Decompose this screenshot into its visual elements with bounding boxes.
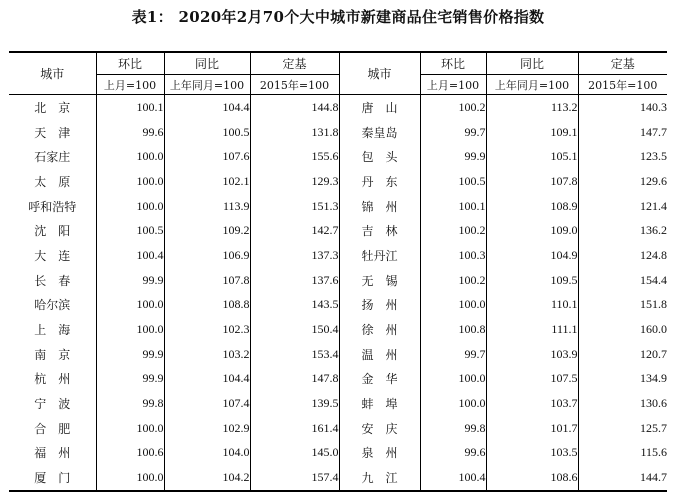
base-cell-right: 140.3 (578, 95, 667, 120)
table-body (9, 95, 667, 492)
base-cell-right: 151.8 (578, 293, 667, 318)
yoy-cell-right: 108.9 (486, 194, 578, 219)
city-cell-left: 南 京 (34, 347, 71, 362)
base-cell-left: 147.8 (250, 367, 339, 392)
yoy-cell-left: 100.5 (164, 120, 250, 145)
yoy-cell-left: 102.1 (164, 169, 250, 194)
price-index-table (9, 51, 667, 492)
header-base-left: 定基 (250, 52, 339, 75)
yoy-cell-right: 103.9 (486, 342, 578, 367)
mom-cell-left: 100.0 (96, 144, 164, 169)
yoy-cell-left: 102.9 (164, 416, 250, 441)
mom-cell-right: 100.5 (420, 169, 486, 194)
city-cell-right: 徐 州 (339, 317, 420, 342)
table-row (9, 218, 667, 243)
mom-cell-right: 99.9 (420, 144, 486, 169)
city-cell-left: 杭 州 (34, 372, 71, 387)
table-title: 表1： 2020年2月70个大中城市新建商品住宅销售价格指数 (131, 8, 545, 26)
base-cell-right: 115.6 (578, 441, 667, 466)
base-cell-right: 147.7 (578, 120, 667, 145)
base-cell-right: 136.2 (578, 218, 667, 243)
yoy-cell-right: 109.1 (486, 120, 578, 145)
yoy-cell-right: 109.0 (486, 218, 578, 243)
yoy-cell-right: 105.1 (486, 144, 578, 169)
city-cell-right: 扬 州 (339, 293, 420, 318)
mom-cell-right: 100.2 (420, 218, 486, 243)
city-cell-left: 合 肥 (34, 421, 71, 436)
mom-cell-left: 100.0 (96, 293, 164, 318)
base-cell-left: 153.4 (250, 342, 339, 367)
mom-cell-left: 99.6 (96, 120, 164, 145)
mom-cell-left: 99.9 (96, 268, 164, 293)
mom-cell-right: 99.7 (420, 120, 486, 145)
mom-cell-right: 100.2 (420, 95, 486, 120)
city-cell-right: 锦 州 (339, 194, 420, 219)
yoy-cell-right: 107.5 (486, 367, 578, 392)
yoy-cell-left: 107.6 (164, 144, 250, 169)
city-cell-right: 唐 山 (339, 95, 420, 120)
table-row (9, 268, 667, 293)
base-cell-left: 151.3 (250, 194, 339, 219)
yoy-cell-right: 111.1 (486, 317, 578, 342)
header-base-right: 定基 (578, 52, 667, 75)
mom-cell-right: 100.8 (420, 317, 486, 342)
mom-cell-right: 99.8 (420, 416, 486, 441)
city-cell-right: 无 锡 (339, 268, 420, 293)
yoy-cell-right: 113.2 (486, 95, 578, 120)
mom-cell-left: 100.0 (96, 416, 164, 441)
city-cell-left: 北 京 (34, 100, 71, 115)
base-cell-right: 123.5 (578, 144, 667, 169)
mom-cell-right: 100.1 (420, 194, 486, 219)
city-cell-left: 太 原 (34, 174, 71, 189)
table-row (9, 293, 667, 318)
city-cell-left: 天 津 (34, 125, 71, 140)
base-cell-right: 154.4 (578, 268, 667, 293)
table-row (9, 243, 667, 268)
table-row (9, 120, 667, 145)
yoy-cell-right: 110.1 (486, 293, 578, 318)
header-city-right: 城市 (339, 52, 420, 95)
base-cell-left: 129.3 (250, 169, 339, 194)
subheader-mom-right: 上月=100 (420, 75, 486, 95)
mom-cell-left: 100.1 (96, 95, 164, 120)
mom-cell-left: 99.8 (96, 391, 164, 416)
yoy-cell-left: 107.8 (164, 268, 250, 293)
mom-cell-left: 100.6 (96, 441, 164, 466)
base-cell-right: 144.7 (578, 465, 667, 491)
table-row (9, 416, 667, 441)
city-cell-left: 哈尔滨 (34, 298, 71, 313)
subheader-yoy-left: 上年同月=100 (164, 75, 250, 95)
yoy-cell-left: 104.0 (164, 441, 250, 466)
base-cell-right: 121.4 (578, 194, 667, 219)
table-row (9, 465, 667, 491)
yoy-cell-right: 104.9 (486, 243, 578, 268)
mom-cell-left: 99.9 (96, 367, 164, 392)
mom-cell-right: 99.7 (420, 342, 486, 367)
yoy-cell-left: 104.2 (164, 465, 250, 491)
header-yoy-left: 同比 (164, 52, 250, 75)
subheader-base-right: 2015年=100 (578, 75, 667, 95)
subheader-mom-left: 上月=100 (96, 75, 164, 95)
city-cell-right: 丹 东 (339, 169, 420, 194)
yoy-cell-left: 108.8 (164, 293, 250, 318)
mom-cell-left: 99.9 (96, 342, 164, 367)
city-cell-left: 石家庄 (34, 150, 71, 165)
table-row (9, 95, 667, 120)
city-cell-left: 长 春 (34, 273, 71, 288)
city-cell-left: 沈 阳 (34, 224, 71, 239)
mom-cell-right: 100.3 (420, 243, 486, 268)
city-cell-right: 泉 州 (339, 441, 420, 466)
base-cell-left: 142.7 (250, 218, 339, 243)
city-cell-right: 金 华 (339, 367, 420, 392)
city-cell-right: 蚌 埠 (339, 391, 420, 416)
yoy-cell-right: 108.6 (486, 465, 578, 491)
mom-cell-left: 100.4 (96, 243, 164, 268)
base-cell-left: 144.8 (250, 95, 339, 120)
subheader-base-left: 2015年=100 (250, 75, 339, 95)
city-cell-right: 包 头 (339, 144, 420, 169)
base-cell-left: 161.4 (250, 416, 339, 441)
base-cell-right: 124.8 (578, 243, 667, 268)
mom-cell-right: 100.4 (420, 465, 486, 491)
mom-cell-left: 100.5 (96, 218, 164, 243)
yoy-cell-right: 103.5 (486, 441, 578, 466)
mom-cell-left: 100.0 (96, 169, 164, 194)
table-row (9, 144, 667, 169)
yoy-cell-left: 113.9 (164, 194, 250, 219)
table-row (9, 194, 667, 219)
base-cell-right: 129.6 (578, 169, 667, 194)
table-row (9, 367, 667, 392)
header-city-left: 城市 (9, 52, 96, 95)
city-cell-right: 秦皇岛 (339, 120, 420, 145)
mom-cell-left: 100.0 (96, 465, 164, 491)
city-cell-right: 九 江 (339, 465, 420, 491)
base-cell-left: 155.6 (250, 144, 339, 169)
yoy-cell-left: 103.2 (164, 342, 250, 367)
mom-cell-right: 100.0 (420, 293, 486, 318)
subheader-yoy-right: 上年同月=100 (486, 75, 578, 95)
city-cell-left: 宁 波 (34, 397, 71, 412)
yoy-cell-right: 109.5 (486, 268, 578, 293)
base-cell-left: 139.5 (250, 391, 339, 416)
header-yoy-right: 同比 (486, 52, 578, 75)
yoy-cell-left: 107.4 (164, 391, 250, 416)
header-mom-right: 环比 (420, 52, 486, 75)
base-cell-left: 143.5 (250, 293, 339, 318)
base-cell-right: 130.6 (578, 391, 667, 416)
base-cell-left: 157.4 (250, 465, 339, 491)
city-cell-right: 温 州 (339, 342, 420, 367)
yoy-cell-right: 107.8 (486, 169, 578, 194)
table-row (9, 169, 667, 194)
base-cell-right: 134.9 (578, 367, 667, 392)
yoy-cell-right: 103.7 (486, 391, 578, 416)
city-cell-right: 牡丹江 (339, 243, 420, 268)
city-cell-left: 上 海 (34, 323, 71, 338)
city-cell-left: 呼和浩特 (28, 199, 77, 214)
yoy-cell-left: 104.4 (164, 367, 250, 392)
table-row (9, 342, 667, 367)
yoy-cell-left: 109.2 (164, 218, 250, 243)
city-cell-left: 福 州 (34, 446, 71, 461)
table-row (9, 441, 667, 466)
mom-cell-right: 100.0 (420, 391, 486, 416)
header-mom-left: 环比 (96, 52, 164, 75)
mom-cell-left: 100.0 (96, 317, 164, 342)
yoy-cell-right: 101.7 (486, 416, 578, 441)
mom-cell-right: 99.6 (420, 441, 486, 466)
table-row (9, 317, 667, 342)
mom-cell-right: 100.0 (420, 367, 486, 392)
mom-cell-right: 100.2 (420, 268, 486, 293)
base-cell-right: 125.7 (578, 416, 667, 441)
city-cell-right: 安 庆 (339, 416, 420, 441)
base-cell-left: 131.8 (250, 120, 339, 145)
base-cell-left: 150.4 (250, 317, 339, 342)
yoy-cell-left: 104.4 (164, 95, 250, 120)
yoy-cell-left: 106.9 (164, 243, 250, 268)
base-cell-left: 137.3 (250, 243, 339, 268)
table-row (9, 391, 667, 416)
mom-cell-left: 100.0 (96, 194, 164, 219)
base-cell-right: 160.0 (578, 317, 667, 342)
city-cell-right: 吉 林 (339, 218, 420, 243)
base-cell-left: 137.6 (250, 268, 339, 293)
base-cell-right: 120.7 (578, 342, 667, 367)
yoy-cell-left: 102.3 (164, 317, 250, 342)
base-cell-left: 145.0 (250, 441, 339, 466)
city-cell-left: 厦 门 (9, 465, 96, 491)
city-cell-left: 大 连 (34, 248, 71, 263)
